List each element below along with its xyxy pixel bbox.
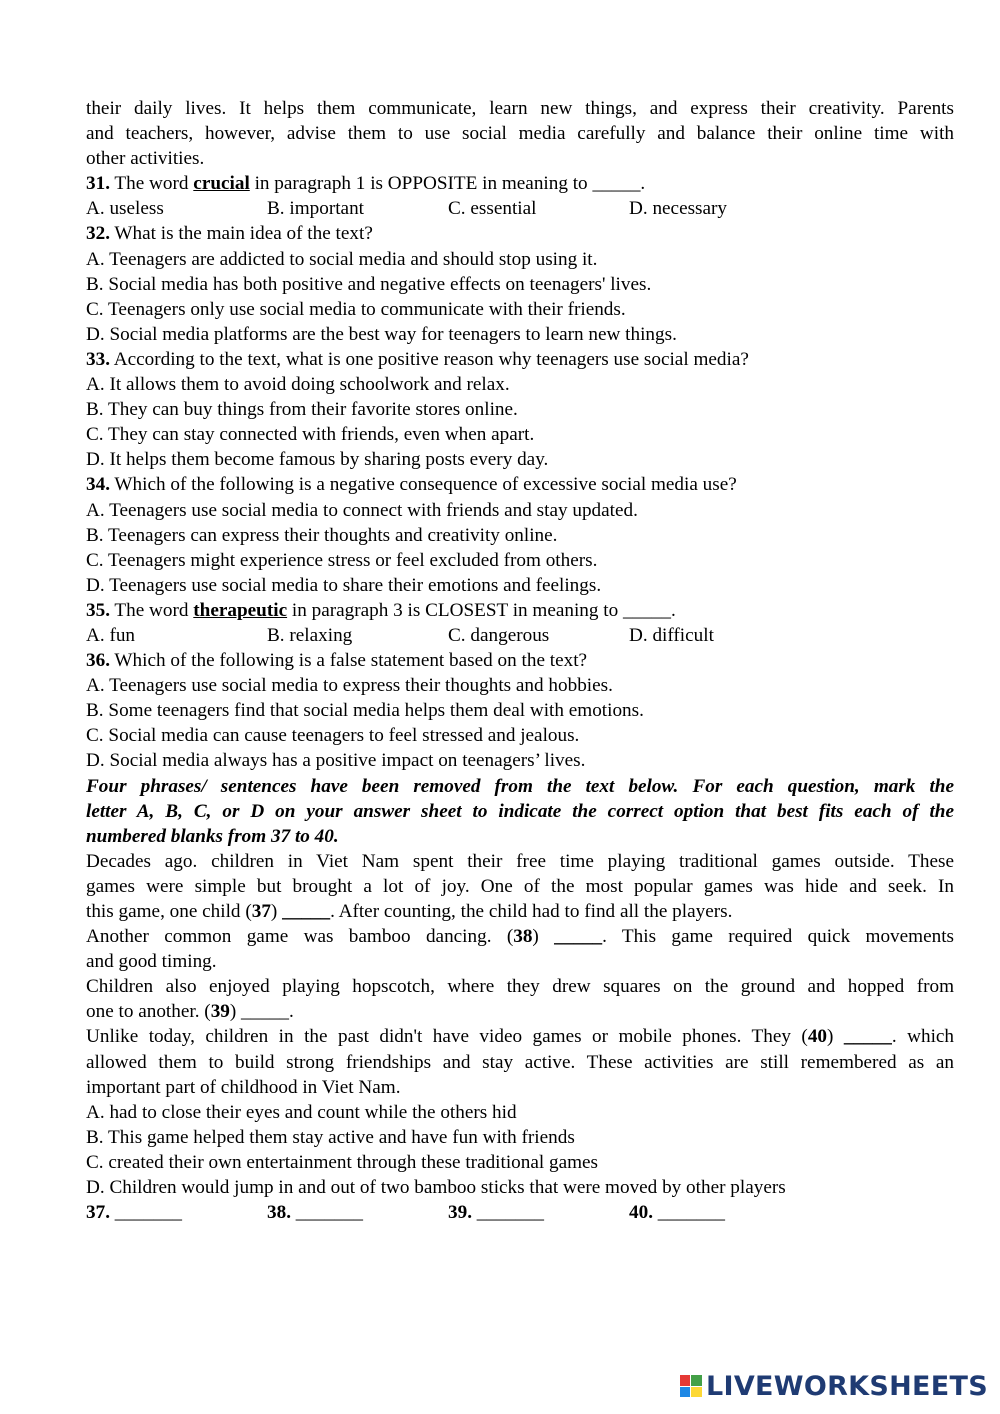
intro-line: and teachers, however, advise them to use social media carefully and balance their online time with — [86, 123, 954, 145]
question-number: 35. — [86, 599, 110, 621]
blank-40[interactable]: _____ — [843, 1026, 892, 1048]
instruction-line: letter A, B, C, or D on your answer sheet to indicate the correct option that best fits each of the — [86, 800, 954, 822]
answer-38[interactable] — [267, 1200, 448, 1225]
answer-row — [86, 1200, 954, 1225]
intro-line: their daily lives. It helps them communicate, learn new things, and express their creativity. Parents — [86, 98, 954, 119]
passage-line: games were simple but brought a lot of joy. One of the most popular games was hide and seek. In — [86, 875, 954, 897]
blank-number: 40 — [807, 1026, 827, 1048]
question-text: What is the main idea of the text? — [109, 223, 373, 245]
option-d[interactable]: D. It helps them become famous by sharing posts every day. — [86, 449, 549, 471]
passage-text: Unlike today, children in the past didn't have video games or mobile phones. They ( — [86, 1026, 808, 1048]
passage-text: . After counting, the child had to find all the players. — [330, 901, 733, 922]
blank-38[interactable]: _____ — [554, 926, 603, 948]
logo-square — [691, 1375, 702, 1386]
option-c[interactable]: C. Teenagers might experience stress or feel excluded from others. — [86, 549, 598, 571]
passage-line: and good timing. — [86, 951, 217, 973]
question-text: in paragraph 3 is CLOSEST in meaning to _____. — [287, 599, 676, 621]
option-b[interactable]: B. relaxing — [267, 624, 353, 646]
fill-option-a[interactable]: A. had to close their eyes and count while the others hid — [86, 1101, 517, 1123]
passage-line — [86, 924, 954, 949]
question-text: The word — [109, 173, 194, 195]
option-a[interactable]: A. fun — [86, 624, 136, 646]
option-d[interactable]: D. difficult — [629, 624, 714, 646]
answer-number: 40. — [629, 1202, 653, 1224]
option-c[interactable]: C. They can stay connected with friends, even when apart. — [86, 424, 535, 446]
option-c[interactable]: C. Social media can cause teenagers to feel stressed and jealous. — [86, 725, 580, 747]
question-number: 36. — [86, 650, 110, 672]
q31-options — [86, 196, 954, 221]
blank-number: 39 — [210, 1001, 230, 1023]
option-d[interactable]: D. Social media always has a positive impact on teenagers’ lives. — [86, 750, 586, 772]
blank-number: 38 — [513, 926, 533, 948]
question-number: 31. — [86, 173, 110, 195]
keyword: crucial — [193, 173, 250, 195]
logo-text: LIVEWORKSHEETS — [705, 1370, 988, 1402]
instruction-line: numbered blanks from 37 to 40. — [86, 825, 339, 847]
question-text: in paragraph 1 is OPPOSITE in meaning to _____. — [249, 173, 646, 195]
passage-line — [86, 999, 954, 1024]
option-c[interactable]: C. Teenagers only use social media to communicate with their friends. — [86, 298, 626, 320]
answer-number: 39. — [448, 1202, 472, 1224]
option-a[interactable]: A. Teenagers are addicted to social media and should stop using it. — [86, 248, 598, 270]
question-32 — [86, 221, 954, 246]
question-text: Which of the following is a false statement based on the text? — [109, 650, 588, 672]
passage-text: this game, one child ( — [86, 901, 252, 922]
option-b[interactable]: B. Some teenagers find that social media helps them deal with emotions. — [86, 700, 644, 722]
passage-line — [86, 1024, 954, 1049]
passage-text: . This game required quick movements — [602, 926, 954, 948]
option-b[interactable]: B. They can buy things from their favorite stores online. — [86, 399, 518, 421]
keyword: therapeutic — [193, 599, 288, 621]
fill-option-c[interactable]: C. created their own entertainment through these traditional games — [86, 1151, 599, 1173]
answer-blank[interactable]: _______ — [652, 1202, 725, 1224]
q35-options — [86, 623, 954, 648]
passage-text: ) — [827, 1026, 844, 1048]
passage-line: allowed them to build strong friendships and stay active. These activities are still remembered as an — [86, 1051, 954, 1073]
liveworksheets-logo — [680, 1366, 988, 1406]
option-d[interactable]: D. Social media platforms are the best way for teenagers to learn new things. — [86, 323, 677, 345]
question-33 — [86, 347, 954, 372]
passage-line: Children also enjoyed playing hopscotch, where they drew squares on the ground and hopped from — [86, 976, 954, 998]
question-number: 34. — [86, 474, 110, 496]
blank-37[interactable]: _____ — [282, 901, 331, 922]
question-35 — [86, 598, 954, 623]
option-c[interactable]: C. dangerous — [448, 624, 550, 646]
answer-blank[interactable]: _______ — [290, 1202, 363, 1224]
option-b[interactable]: B. Teenagers can express their thoughts and creativity online. — [86, 524, 558, 546]
answer-37[interactable] — [86, 1200, 267, 1225]
option-b[interactable]: B. important — [267, 198, 364, 220]
question-text: According to the text, what is one positive reason why teenagers use social media? — [109, 348, 749, 370]
question-34 — [86, 472, 954, 497]
fill-option-d[interactable]: D. Children would jump in and out of two bamboo sticks that were moved by other players — [86, 1177, 786, 1199]
passage-text: Another common game was bamboo dancing. ( — [86, 926, 514, 948]
passage-text: . which — [891, 1026, 955, 1048]
option-d[interactable]: D. Teenagers use social media to share their emotions and feelings. — [86, 574, 602, 596]
option-b[interactable]: B. Social media has both positive and negative effects on teenagers' lives. — [86, 273, 652, 295]
fill-option-b[interactable]: B. This game helped them stay active and have fun with friends — [86, 1126, 575, 1148]
answer-blank[interactable]: _______ — [109, 1202, 182, 1224]
blank-39[interactable]: ) _____. — [229, 1001, 294, 1023]
worksheet-page — [86, 96, 954, 1225]
passage-line: important part of childhood in Viet Nam. — [86, 1076, 401, 1098]
logo-square — [691, 1387, 702, 1398]
blank-number: 37 — [251, 901, 271, 922]
answer-number: 38. — [267, 1202, 291, 1224]
question-31 — [86, 171, 954, 196]
logo-square — [680, 1387, 691, 1398]
question-text: Which of the following is a negative consequence of excessive social media use? — [109, 474, 737, 496]
question-36 — [86, 648, 954, 673]
option-a[interactable]: A. useless — [86, 198, 164, 220]
intro-line: other activities. — [86, 148, 205, 170]
instruction-line: Four phrases/ sentences have been removed from the text below. For each question, mark the — [86, 775, 954, 797]
option-c[interactable]: C. essential — [448, 198, 537, 220]
answer-39[interactable] — [448, 1200, 629, 1225]
answer-40[interactable] — [629, 1200, 810, 1225]
passage-text: ) — [532, 926, 555, 948]
question-number: 32. — [86, 223, 110, 245]
option-d[interactable]: D. necessary — [629, 198, 728, 220]
question-number: 33. — [86, 348, 110, 370]
option-a[interactable]: A. It allows them to avoid doing schoolwork and relax. — [86, 374, 510, 396]
answer-number: 37. — [86, 1202, 110, 1224]
answer-blank[interactable]: _______ — [471, 1202, 544, 1224]
passage-text: one to another. ( — [86, 1001, 211, 1023]
logo-square — [680, 1375, 691, 1386]
option-a[interactable]: A. Teenagers use social media to express their thoughts and hobbies. — [86, 675, 613, 697]
passage-text: ) — [270, 901, 283, 922]
liveworksheets-icon — [680, 1375, 702, 1397]
passage-line: Decades ago. children in Viet Nam spent their free time playing traditional games outside. These — [86, 850, 954, 872]
option-a[interactable]: A. Teenagers use social media to connect with friends and stay updated. — [86, 499, 638, 521]
question-text: The word — [109, 599, 194, 621]
passage-line — [86, 899, 954, 924]
